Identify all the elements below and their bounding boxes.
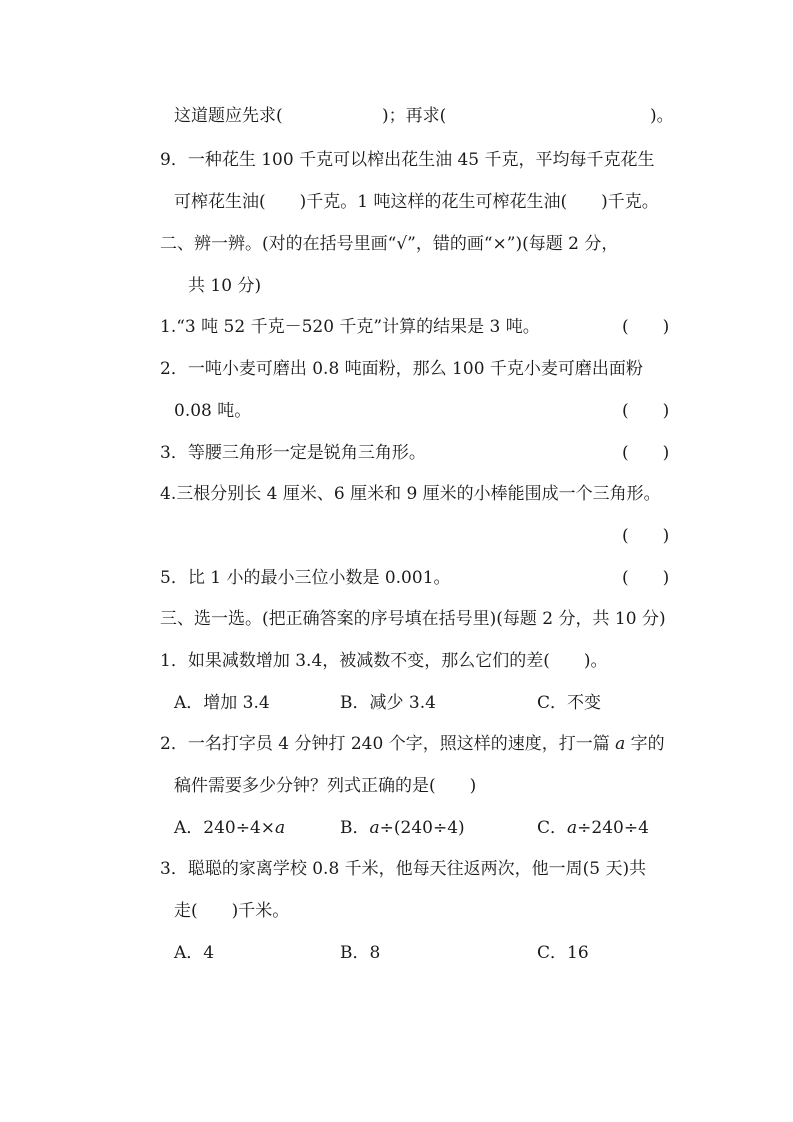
choice-q3-line2: 走( )千米。	[174, 901, 290, 921]
choice-q1: 1．如果减数增加 3.4，被减数不变，那么它们的差( )。	[160, 651, 608, 671]
q8-continuation-c	[650, 104, 674, 128]
section2-heading-cont: 共 10 分)	[188, 276, 262, 296]
choice-q2-text-b: 字的	[625, 734, 665, 754]
q8-continuation	[174, 104, 283, 128]
choice-q2-option-c-text: ÷240÷4	[577, 818, 649, 838]
choice-q2-option-a[interactable]	[174, 816, 285, 840]
judge-item-5: 5．比 1 小的最小三位小数是 0.001。	[160, 568, 451, 588]
choice-q3-option-a[interactable]: A．4	[174, 943, 215, 963]
q8-text-a: 这道题应先求(	[174, 106, 283, 126]
variable-a: a	[369, 818, 380, 838]
choice-q2-option-b-text: ÷(240÷4)	[379, 818, 465, 838]
choice-q2-option-b-label: B．	[340, 818, 370, 838]
section2-heading: 二、辨一辨。(对的在括号里画“√”，错的画“×”)(每题 2 分，	[160, 234, 619, 254]
choice-q2-option-c-label: C．	[537, 818, 568, 838]
choice-q2-option-c[interactable]	[537, 816, 649, 840]
judge-item-1: 1.“3 吨 52 千克－520 千克”计算的结果是 3 吨。	[160, 317, 540, 337]
answer-paren-4[interactable]: ( )	[622, 526, 670, 546]
judge-item-4: 4.三根分别长 4 厘米、6 厘米和 9 厘米的小棒能围成一个三角形。	[160, 484, 661, 504]
answer-paren-1[interactable]: ( )	[622, 317, 670, 337]
choice-q1-option-b[interactable]: B．减少 3.4	[340, 693, 436, 713]
section3-heading: 三、选一选。(把正确答案的序号填在括号里)(每题 2 分，共 10 分)	[160, 609, 666, 629]
q8-text-b: )；再求(	[382, 106, 447, 126]
choice-q1-option-c[interactable]: C．不变	[537, 693, 602, 713]
variable-a: a	[615, 734, 626, 754]
q9-line2: 可榨花生油( )千克。1 吨这样的花生可榨花生油( )千克。	[174, 192, 659, 212]
answer-paren-2[interactable]: ( )	[622, 401, 670, 421]
choice-q3-option-b[interactable]: B．8	[340, 943, 381, 963]
variable-a: a	[567, 818, 578, 838]
answer-paren-5[interactable]: ( )	[622, 568, 670, 588]
q8-text-c: )。	[650, 106, 674, 126]
judge-item-2-cont: 0.08 吨。	[174, 401, 252, 421]
choice-q3-line1: 3．聪聪的家离学校 0.8 千米，他每天往返两次，他一周(5 天)共	[160, 859, 647, 879]
choice-q2-option-b[interactable]	[340, 816, 465, 840]
choice-q1-option-a[interactable]: A．增加 3.4	[174, 693, 270, 713]
answer-paren-3[interactable]: ( )	[622, 443, 670, 463]
judge-item-3: 3．等腰三角形一定是锐角三角形。	[160, 443, 426, 463]
variable-a: a	[275, 818, 286, 838]
choice-q2-line1	[160, 732, 665, 756]
choice-q2-line2: 稿件需要多少分钟？列式正确的是( )	[174, 776, 477, 796]
choice-q3-option-c[interactable]: C．16	[537, 943, 589, 963]
q8-continuation-b	[382, 104, 446, 128]
judge-item-2: 2．一吨小麦可磨出 0.8 吨面粉，那么 100 千克小麦可磨出面粉	[160, 359, 643, 379]
choice-q2-text-a: 2．一名打字员 4 分钟打 240 个字，照这样的速度，打一篇	[160, 734, 616, 754]
choice-q2-option-a-text: A．240÷4×	[174, 818, 276, 838]
q9-line1: 9．一种花生 100 千克可以榨出花生油 45 千克，平均每千克花生	[160, 150, 655, 170]
